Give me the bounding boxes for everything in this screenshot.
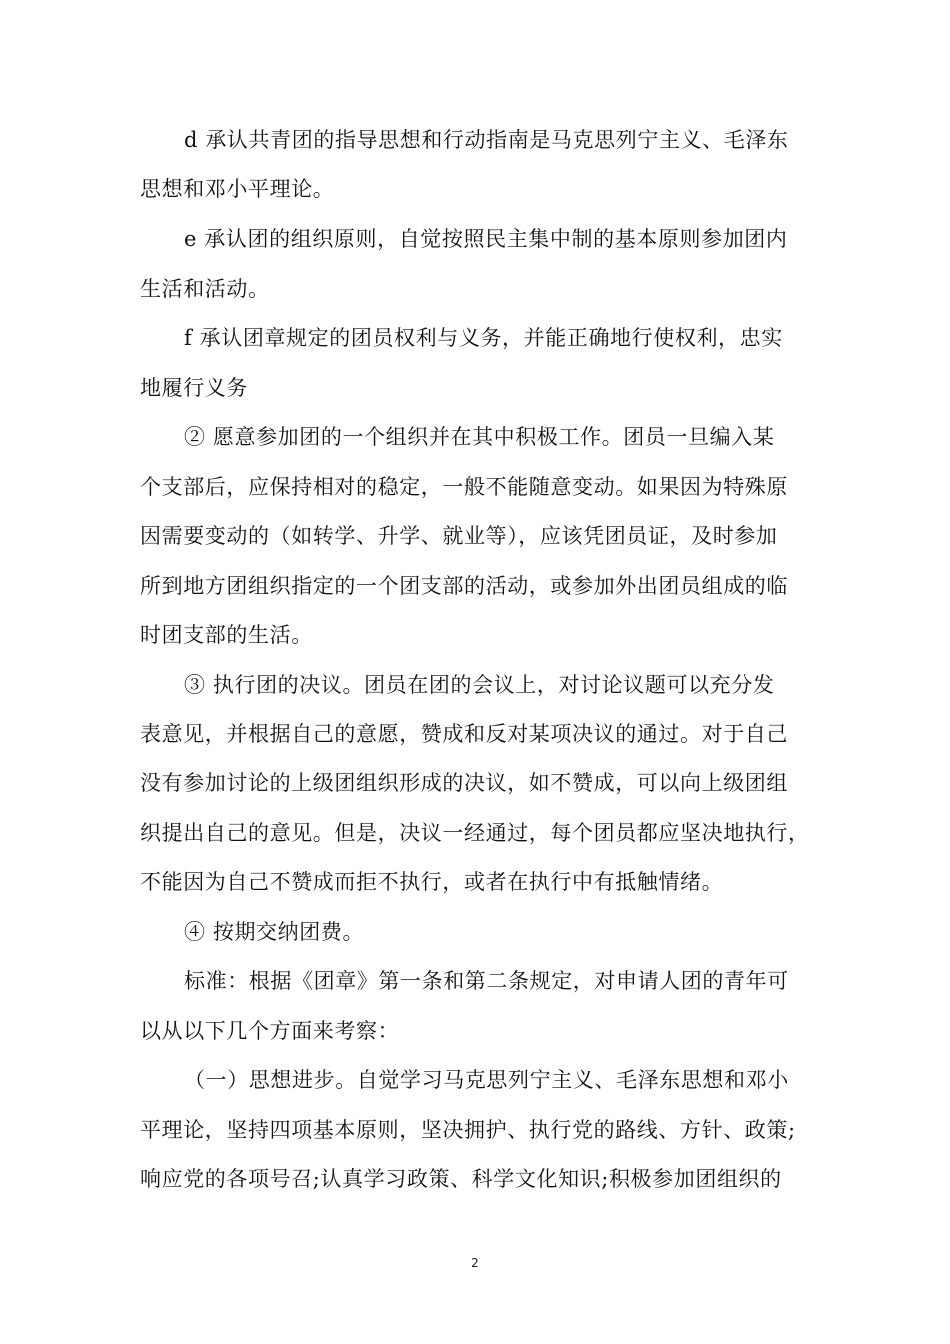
text-line: （一）思想进步。自觉学习马克思列宁主义、毛泽东思想和邓小 (184, 1068, 789, 1092)
page-number: 2 (471, 1256, 479, 1270)
text-line: 织提出自己的意见。但是，决议一经通过，每个团员都应坚决地执行， (140, 821, 810, 845)
text-line: 没有参加讨论的上级团组织形成的决议，如不赞成，可以向上级团组 (140, 771, 788, 795)
text-line: 所到地方团组织指定的一个团支部的活动，或参加外出团员组成的临 (140, 574, 788, 598)
text-line: 平理论，坚持四项基本原则，坚决拥护、执行党的路线、方针、政策; (140, 1118, 796, 1142)
text-line: 标准：根据《团章》第一条和第二条规定，对申请人团的青年可 (184, 969, 789, 993)
text-line: f 承认团章规定的团员权利与义务，并能正确地行使权利，忠实 (184, 326, 783, 350)
text-line: 时团支部的生活。 (140, 623, 313, 647)
text-line: 地履行义务 (140, 376, 248, 400)
text-line: ② 愿意参加团的一个组织并在其中积极工作。团员一旦编入某 (184, 425, 775, 449)
text-line: ④ 按期交纳团费。 (184, 920, 365, 944)
text-line: 表意见，并根据自己的意愿，赞成和反对某项决议的通过。对于自己 (140, 722, 788, 746)
text-line: ③ 执行团的决议。团员在团的会议上，对讨论议题可以充分发 (184, 673, 775, 697)
text-line: 个支部后，应保持相对的稳定，一般不能随意变动。如果因为特殊原 (140, 475, 788, 499)
text-line: e 承认团的组织原则，自觉按照民主集中制的基本原则参加团内 (184, 227, 788, 251)
text-line: 因需要变动的（如转学、升学、就业等），应该凭团员证，及时参加 (140, 524, 778, 548)
text-line: d 承认共青团的指导思想和行动指南是马克思列宁主义、毛泽东 (184, 128, 789, 152)
text-line: 响应党的各项号召;认真学习政策、科学文化知识;积极参加团组织的 (140, 1167, 782, 1191)
text-line: 生活和活动。 (140, 277, 270, 301)
text-line: 思想和邓小平理论。 (140, 177, 335, 201)
text-line: 不能因为自己不赞成而拒不执行，或者在执行中有抵触情绪。 (140, 870, 724, 894)
text-line: 以从以下几个方面来考察： (140, 1019, 400, 1043)
